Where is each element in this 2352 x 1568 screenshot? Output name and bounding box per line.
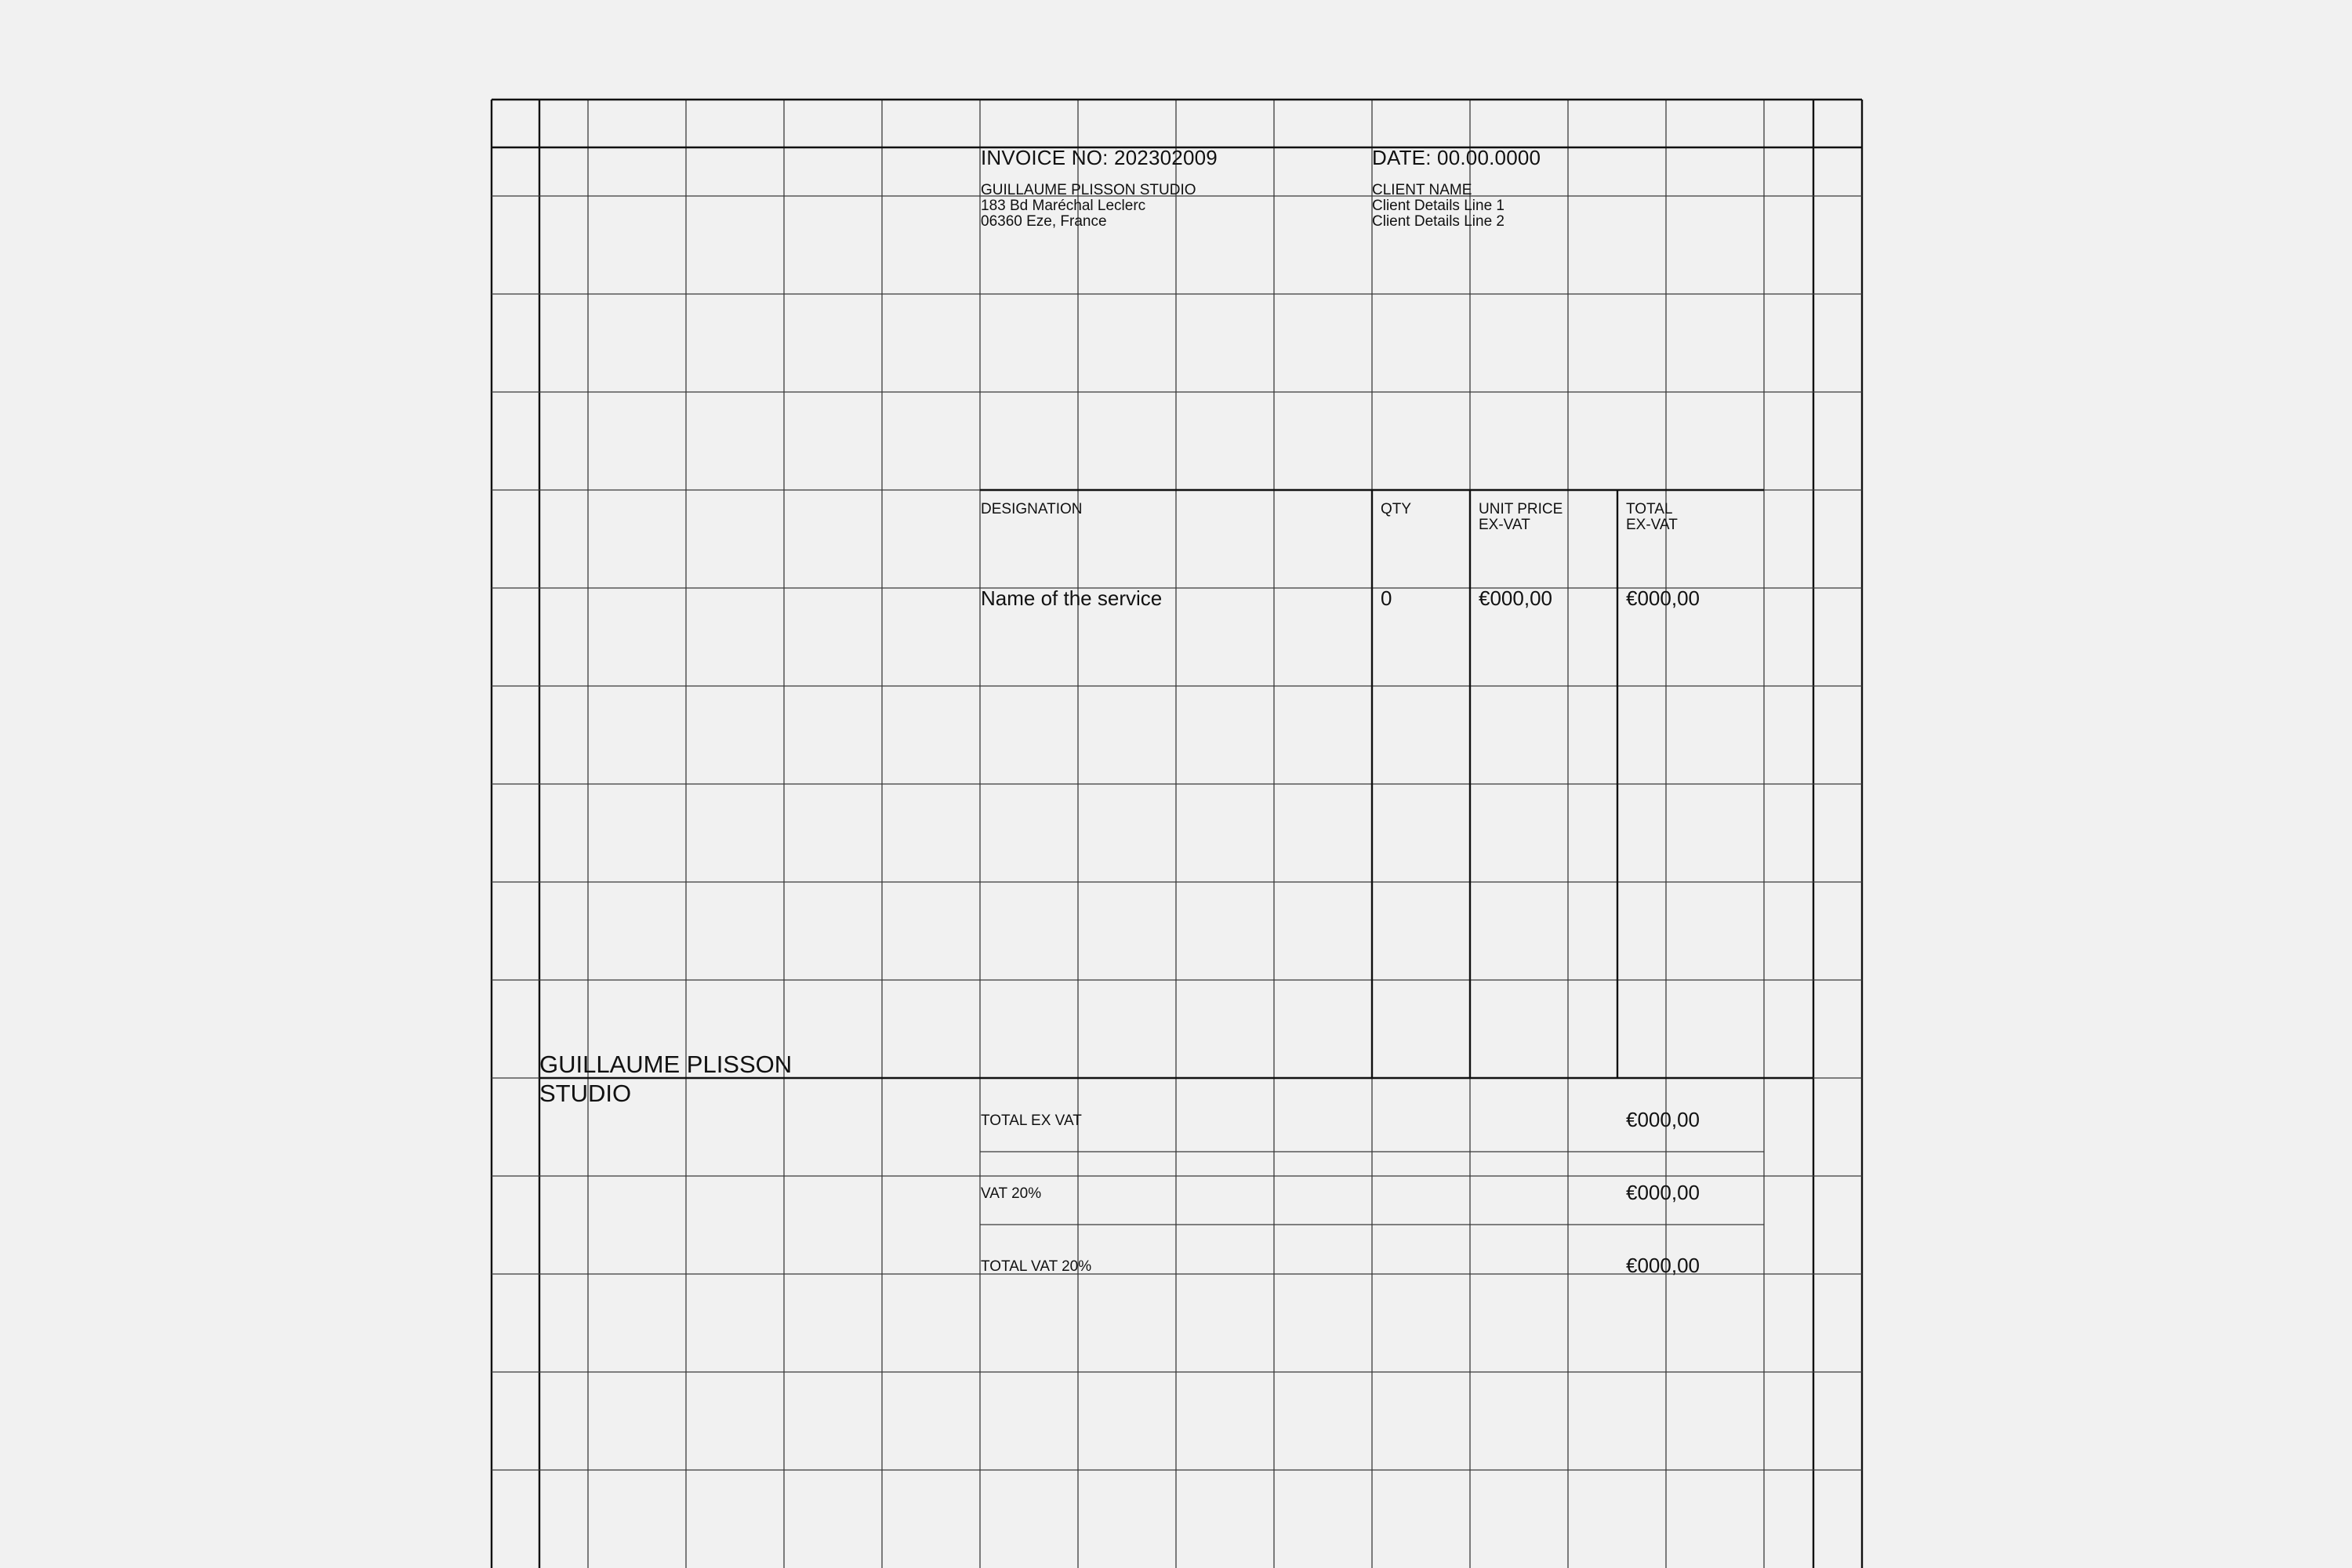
header-qty: QTY [1381,501,1412,517]
sender-name: GUILLAUME PLISSON STUDIO [981,182,1196,198]
client-address [1372,183,1504,230]
header-total [1626,502,1678,533]
client-details-2: Client Details Line 2 [1372,213,1504,230]
header-unit-price [1479,502,1563,533]
header-unit-price-line2: EX-VAT [1479,517,1530,533]
total-ex-vat-label: TOTAL EX VAT [981,1112,1082,1129]
studio-brand-line1: GUILLAUME PLISSON [539,1051,793,1078]
header-designation: DESIGNATION [981,501,1083,517]
invoice-number: INVOICE NO: 202302009 [981,146,1218,169]
vat-value: €000,00 [1626,1181,1700,1204]
row-unit-price: €000,00 [1479,586,1552,610]
sender-city: 06360 Eze, France [981,213,1107,230]
vat-label: VAT 20% [981,1185,1042,1202]
total-ex-vat-value: €000,00 [1626,1108,1700,1131]
studio-brand [539,1050,792,1108]
row-total: €000,00 [1626,586,1700,610]
client-name: CLIENT NAME [1372,182,1472,198]
invoice-date: DATE: 00.00.0000 [1372,146,1541,169]
header-unit-price-line1: UNIT PRICE [1479,501,1563,517]
studio-brand-line2: STUDIO [539,1080,632,1107]
total-vat-value: €000,00 [1626,1254,1700,1277]
sender-street: 183 Bd Maréchal Leclerc [981,198,1146,214]
header-total-line2: EX-VAT [1626,517,1678,533]
header-total-line1: TOTAL [1626,501,1673,517]
total-vat-label: TOTAL VAT 20% [981,1258,1092,1275]
row-designation: Name of the service [981,586,1163,610]
client-details-1: Client Details Line 1 [1372,198,1504,214]
row-qty: 0 [1381,586,1392,610]
sender-address [981,183,1196,230]
